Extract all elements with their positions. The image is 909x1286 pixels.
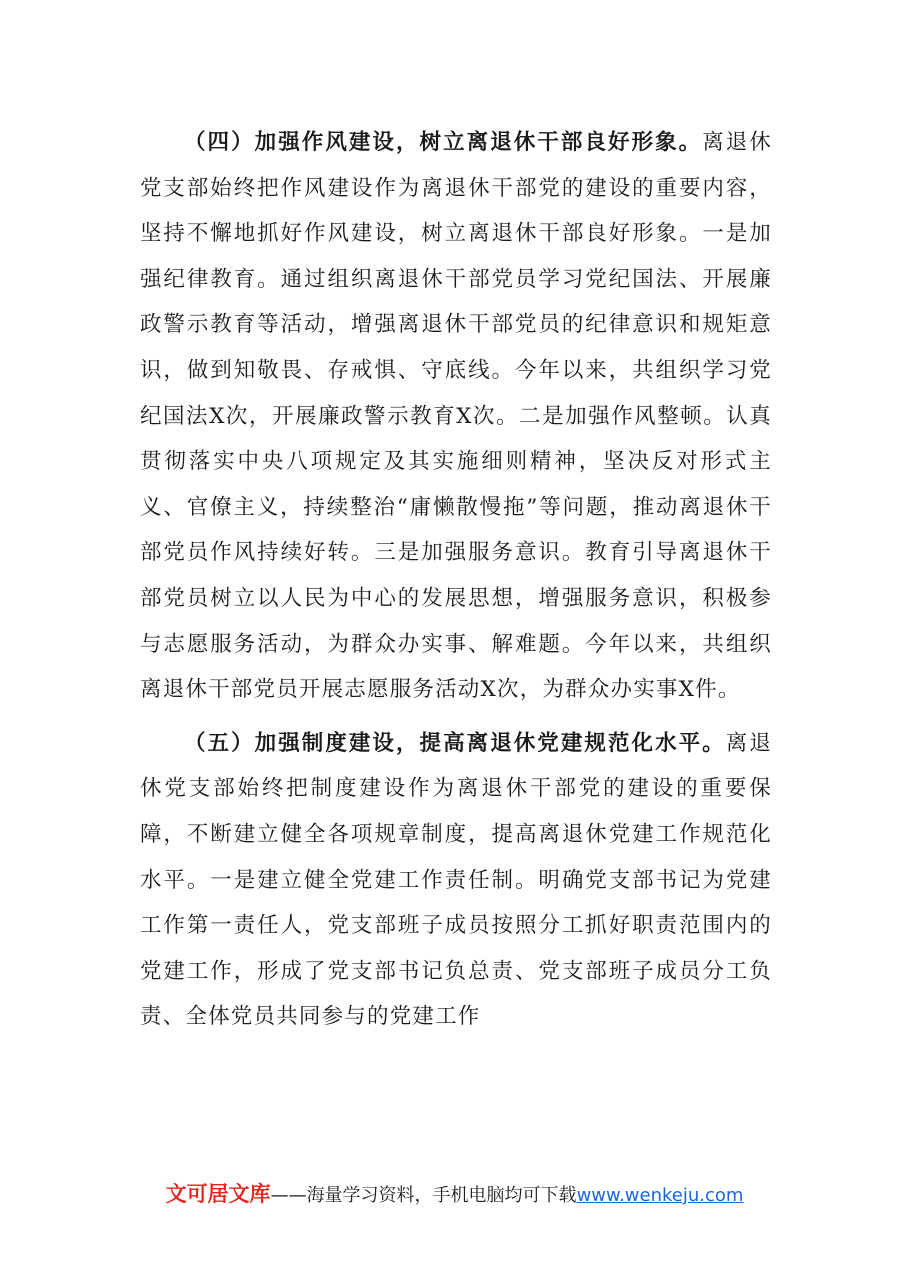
footer-slogan: 海量学习资料，手机电脑均可下载 <box>306 1185 577 1206</box>
paragraph-section-4 <box>140 120 772 713</box>
paragraph-text-4: 离退休党支部始终把作风建设作为离退休干部党的建设的重要内容，坚持不懈地抓好作风建设，树立离退休干部良好形象。一是加强纪律教育。通过组织离退休干部党员学习党纪国法、开展廉政警示教育等活动，增强离退休干部党员的纪律意识和规矩意识，做到知敬畏、存戒惧、守底线。今年以来，共组织学习党纪国法X次，开展廉政警示教育X次。二是加强作风整顿。认真贯彻落实中央八项规定及其实施细则精神，坚决反对形式主义、官僚主义，持续整治“庸懒散慢拖”等问题，推动离退休干部党员作风持续好转。三是加强服务意识。教育引导离退休干部党员树立以人民为中心的发展思想，增强服务意识，积极参与志愿服务活动，为群众办实事、解难题。今年以来，共组织离退休干部党员开展志愿服务活动X次，为群众办实事X件。 <box>140 130 772 703</box>
footer-brand: 文可居文库 <box>165 1182 271 1206</box>
section-heading-5: （五）加强制度建设，提高离退休党建规范化水平。 <box>184 730 726 756</box>
footer-banner <box>0 1178 909 1208</box>
paragraph-section-5 <box>140 721 772 1040</box>
footer-website-link[interactable]: www.wenkeju.com <box>576 1185 744 1206</box>
section-heading-4: （四）加强作风建设，树立离退休干部良好形象。 <box>184 130 703 155</box>
document-body <box>140 120 772 1048</box>
footer-dash: —— <box>270 1185 307 1206</box>
paragraph-text-5: 离退休党支部始终把制度建设作为离退休干部党的建设的重要保障，不断建立健全各项规章制度，提高离退休党建工作规范化水平。一是建立健全党建工作责任制。明确党支部书记为党建工作第一责任人，党支部班子成员按照分工抓好职责范围内的党建工作，形成了党支部书记负总责、党支部班子成员分工负责、全体党员共同参与的党建工作 <box>140 730 772 1030</box>
